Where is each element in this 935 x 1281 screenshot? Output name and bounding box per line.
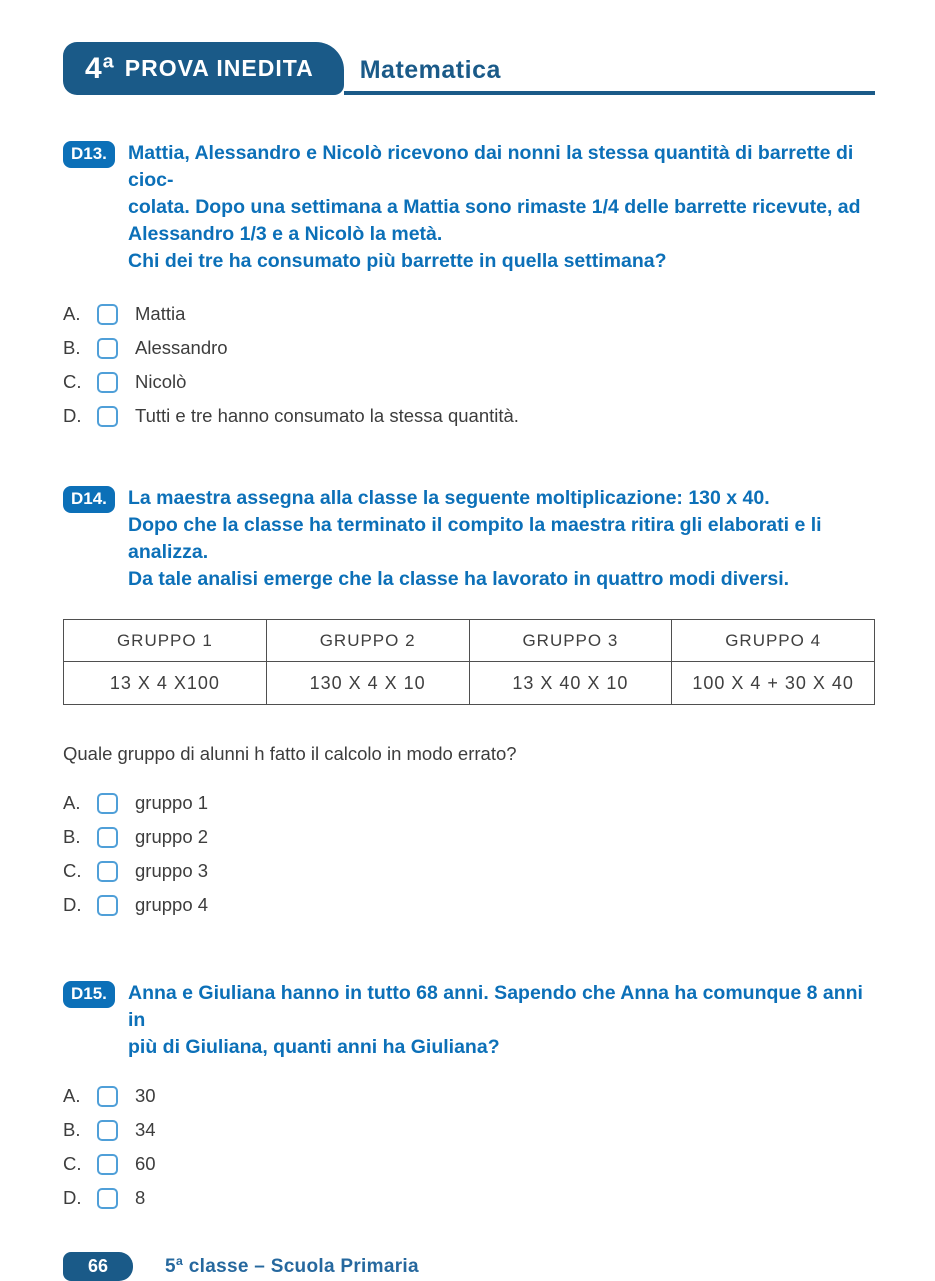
question-text-line: Alessandro 1/3 e a Nicolò la metà. bbox=[128, 223, 443, 245]
option-row bbox=[63, 337, 875, 359]
footer-label: 5ª classe – Scuola Primaria bbox=[165, 1255, 419, 1277]
option-row bbox=[63, 792, 875, 814]
option-letter: D. bbox=[63, 1187, 82, 1208]
option-row bbox=[63, 1153, 875, 1175]
option-letter: B. bbox=[63, 826, 81, 847]
question-badge-column bbox=[63, 485, 128, 593]
table-value-cell: 100 X 4 + 30 X 40 bbox=[672, 662, 875, 705]
option-row bbox=[63, 894, 875, 916]
table-header-cell: GRUPPO 4 bbox=[672, 620, 875, 662]
question-text-line: più di Giuliana, quanti anni ha Giuliana? bbox=[128, 1036, 500, 1058]
question-text-line: Anna e Giuliana hanno in tutto 68 anni. Sapendo che Anna ha comunque 8 anni in bbox=[128, 982, 863, 1031]
page-header bbox=[63, 42, 875, 95]
page-footer bbox=[63, 1252, 875, 1281]
question-badge-column bbox=[63, 140, 128, 275]
question-text-line: Dopo che la classe ha terminato il compito la maestra ritira gli elaborati e li analizza. bbox=[128, 514, 822, 563]
option-letter: C. bbox=[63, 1153, 82, 1174]
subject-title: Matematica bbox=[359, 56, 501, 84]
followup-question: Quale gruppo di alunni h fatto il calcolo in modo errato? bbox=[63, 743, 517, 764]
option-label: 8 bbox=[135, 1187, 146, 1208]
table-value-cell: 130 X 4 X 10 bbox=[266, 662, 469, 705]
question-text-line: Da tale analisi emerge che la classe ha lavorato in quattro modi diversi. bbox=[128, 568, 790, 590]
option-letter: D. bbox=[63, 894, 82, 915]
option-row bbox=[63, 826, 875, 848]
option-label: 60 bbox=[135, 1153, 156, 1174]
groups-table bbox=[63, 619, 875, 705]
option-label: gruppo 2 bbox=[135, 826, 209, 847]
answer-checkbox[interactable] bbox=[97, 827, 118, 848]
table-header-row bbox=[64, 620, 875, 662]
answer-checkbox[interactable] bbox=[97, 372, 118, 393]
prova-title: PROVA INEDITA bbox=[124, 55, 314, 81]
option-row bbox=[63, 860, 875, 882]
question-text-line: Chi dei tre ha consumato più barrette in quella settimana? bbox=[128, 250, 667, 272]
option-label: Nicolò bbox=[135, 371, 187, 392]
answer-checkbox[interactable] bbox=[97, 406, 118, 427]
table-value-row bbox=[64, 662, 875, 705]
option-label: gruppo 3 bbox=[135, 860, 209, 881]
option-label: gruppo 1 bbox=[135, 792, 209, 813]
option-label: Mattia bbox=[135, 303, 186, 324]
options-d15 bbox=[63, 1085, 875, 1209]
answer-checkbox[interactable] bbox=[97, 1086, 118, 1107]
question-d14 bbox=[63, 485, 875, 593]
question-number-badge: D15. bbox=[63, 981, 115, 1008]
table-header-cell: GRUPPO 2 bbox=[266, 620, 469, 662]
answer-checkbox[interactable] bbox=[97, 1188, 118, 1209]
option-label: Alessandro bbox=[135, 337, 228, 358]
prova-inedita-badge bbox=[63, 42, 344, 95]
option-row bbox=[63, 1085, 875, 1107]
table-value-cell: 13 X 4 X100 bbox=[64, 662, 267, 705]
option-label: gruppo 4 bbox=[135, 894, 209, 915]
answer-checkbox[interactable] bbox=[97, 1120, 118, 1141]
option-letter: B. bbox=[63, 337, 81, 358]
answer-checkbox[interactable] bbox=[97, 338, 118, 359]
options-d13 bbox=[63, 303, 875, 427]
answer-checkbox[interactable] bbox=[97, 793, 118, 814]
option-letter: A. bbox=[63, 792, 81, 813]
answer-checkbox[interactable] bbox=[97, 861, 118, 882]
question-number-badge: D13. bbox=[63, 141, 115, 168]
question-text bbox=[128, 980, 875, 1061]
question-text bbox=[128, 485, 875, 593]
option-row bbox=[63, 405, 875, 427]
table-value-cell: 13 X 40 X 10 bbox=[469, 662, 672, 705]
option-letter: A. bbox=[63, 1085, 81, 1106]
question-number-badge: D14. bbox=[63, 486, 115, 513]
option-label: 30 bbox=[135, 1085, 156, 1106]
prova-number: 4ª bbox=[85, 51, 115, 85]
option-row bbox=[63, 303, 875, 325]
question-text bbox=[128, 140, 875, 275]
question-d15 bbox=[63, 980, 875, 1061]
option-label: 34 bbox=[135, 1119, 156, 1140]
answer-checkbox[interactable] bbox=[97, 1154, 118, 1175]
option-label: Tutti e tre hanno consumato la stessa quantità. bbox=[135, 405, 519, 426]
subject-rule bbox=[344, 42, 875, 95]
option-letter: B. bbox=[63, 1119, 81, 1140]
option-row bbox=[63, 371, 875, 393]
question-d13 bbox=[63, 140, 875, 275]
options-d14 bbox=[63, 792, 875, 916]
answer-checkbox[interactable] bbox=[97, 895, 118, 916]
option-letter: D. bbox=[63, 405, 82, 426]
option-letter: C. bbox=[63, 371, 82, 392]
question-text-line: Mattia, Alessandro e Nicolò ricevono dai nonni la stessa quantità di barrette di cioc- bbox=[128, 142, 854, 191]
option-row bbox=[63, 1187, 875, 1209]
table-header-cell: GRUPPO 1 bbox=[64, 620, 267, 662]
option-row bbox=[63, 1119, 875, 1141]
question-text-line: colata. Dopo una settimana a Mattia sono rimaste 1/4 delle barrette ricevute, ad bbox=[128, 196, 861, 218]
question-text-line: La maestra assegna alla classe la seguente moltiplicazione: 130 x 40. bbox=[128, 487, 770, 509]
option-letter: C. bbox=[63, 860, 82, 881]
answer-checkbox[interactable] bbox=[97, 304, 118, 325]
table-header-cell: GRUPPO 3 bbox=[469, 620, 672, 662]
page-number-badge: 66 bbox=[63, 1252, 133, 1281]
option-letter: A. bbox=[63, 303, 81, 324]
question-badge-column bbox=[63, 980, 128, 1061]
